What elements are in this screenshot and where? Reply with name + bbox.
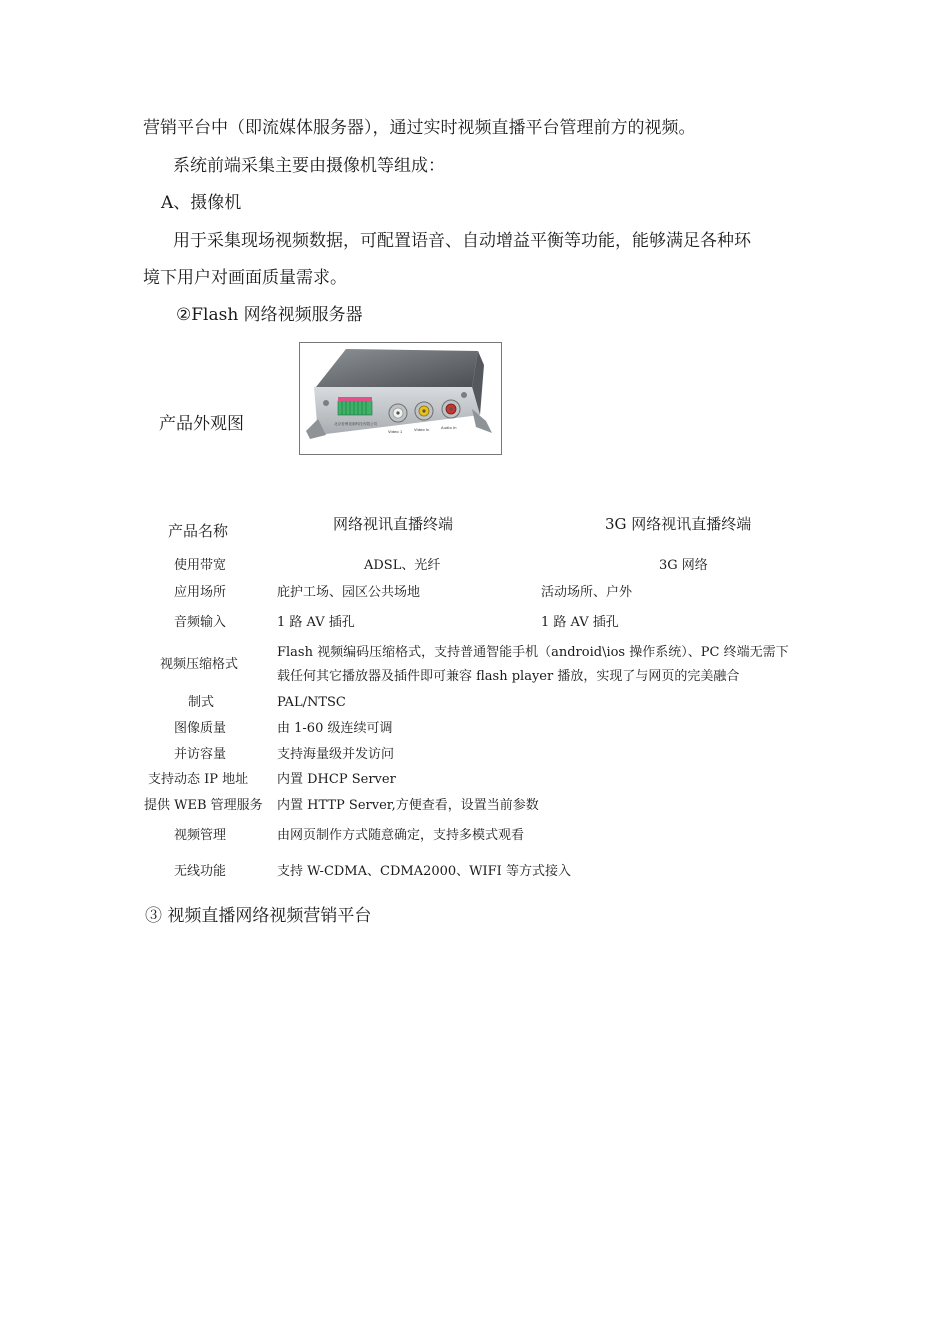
table-cell: PAL/NTSC [277, 695, 346, 710]
table-cell: Flash 视频编码压缩格式，支持普通智能手机（android\ios 操作系统）、PC 终端无需下 [277, 645, 789, 660]
table-cell: ADSL、光纤 [364, 558, 441, 573]
paragraph-front-end-intro: 系统前端采集主要由摄像机等组成： [173, 156, 445, 176]
table-row-label: 视频压缩格式 [160, 657, 239, 672]
table-cell: 3G 网络 [659, 558, 708, 573]
table-row-label: 无线功能 [174, 864, 227, 879]
svg-text:Video In: Video In [414, 427, 430, 432]
table-cell: 1 路 AV 插孔 [541, 615, 619, 630]
table-cell: 载任何其它播放器及插件即可兼容 flash player 播放，实现了与网页的完美融合 [277, 669, 740, 684]
table-cell: 支持海量级并发访问 [277, 747, 395, 762]
paragraph-camera-desc-line1: 用于采集现场视频数据，可配置语音、自动增益平衡等功能，能够满足各种环 [173, 231, 751, 251]
table-row-label: 视频管理 [174, 828, 227, 843]
paragraph-streaming-platform: 营销平台中（即流媒体服务器），通过实时视频直播平台管理前方的视频。 [143, 118, 696, 138]
table-cell: 由 1-60 级连续可调 [277, 721, 393, 736]
svg-text:Audio In: Audio In [441, 425, 457, 430]
table-cell: 庇护工场、园区公共场地 [277, 585, 421, 600]
table-row-label: 音频输入 [174, 615, 227, 630]
paragraph-camera-desc-line2: 境下用户对画面质量需求。 [143, 268, 347, 288]
table-header-3g-terminal: 3G 网络视讯直播终端 [605, 515, 752, 533]
table-row-label: 提供 WEB 管理服务 [144, 798, 263, 813]
heading-camera: A、摄像机 [161, 193, 242, 213]
heading-flash-video-server: ②Flash 网络视频服务器 [176, 305, 363, 325]
video-server-device-icon [300, 343, 501, 454]
table-cell: 内置 DHCP Server [277, 772, 396, 787]
table-row-label: 制式 [188, 695, 215, 710]
table-row-label: 使用带宽 [174, 558, 227, 573]
table-row-label: 应用场所 [174, 585, 227, 600]
svg-text:北京爱博视频科技有限公司: 北京爱博视频科技有限公司 [334, 422, 378, 426]
table-cell: 支持 W-CDMA、CDMA2000、WIFI 等方式接入 [277, 864, 571, 879]
table-cell: 内置 HTTP Server,方便查看，设置当前参数 [277, 798, 539, 813]
table-header-network-terminal: 网络视讯直播终端 [333, 515, 454, 533]
svg-text:Video 1: Video 1 [388, 429, 403, 434]
table-row-label: 图像质量 [174, 721, 227, 736]
table-header-product-name: 产品名称 [168, 522, 229, 540]
table-row-label: 支持动态 IP 地址 [148, 772, 249, 787]
table-cell: 由网页制作方式随意确定，支持多模式观看 [277, 828, 525, 843]
table-cell: 1 路 AV 插孔 [277, 615, 355, 630]
product-photo [299, 342, 502, 455]
table-cell: 活动场所、户外 [541, 585, 633, 600]
table-row-label: 并访容量 [174, 747, 227, 762]
heading-video-marketing-platform: ③ 视频直播网络视频营销平台 [145, 906, 372, 926]
product-image-label: 产品外观图 [159, 414, 244, 434]
